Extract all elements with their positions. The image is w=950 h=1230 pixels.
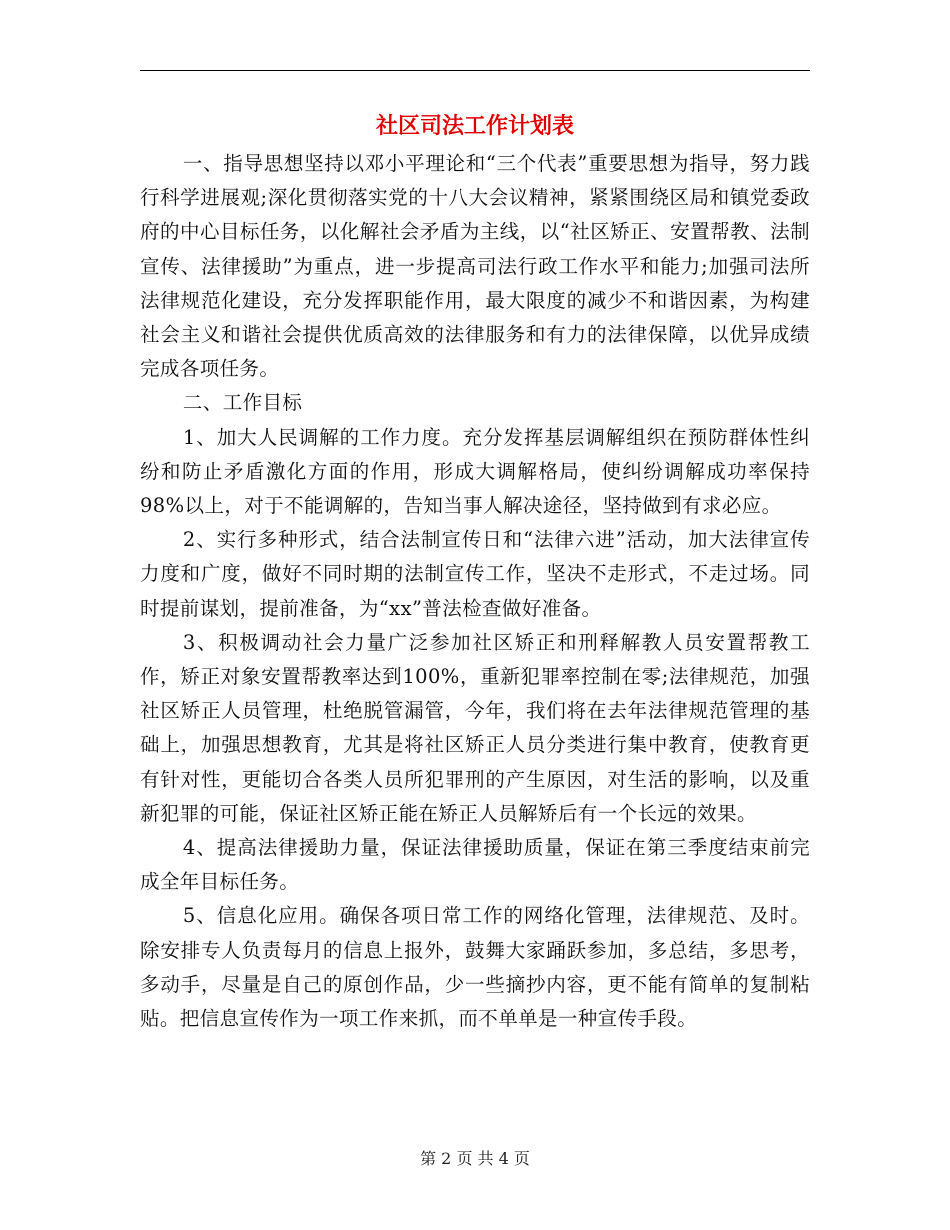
header-rule — [140, 70, 810, 71]
page-number-footer: 第 2 页 共 4 页 — [420, 1149, 530, 1168]
paragraph-goal-3: 3、积极调动社会力量广泛参加社区矫正和刑释解教人员安置帮教工作，矫正对象安置帮教率达到100%，重新犯罪率控制在零;法律规范，加强社区矫正人员管理，杜绝脱管漏管，今年，我们将在去年法律规范管理的基础上，加强思想教育，尤其是将社区矫正人员分类进行集中教育，使教育更有针对性，更能切合各类人员所犯罪刑的产生原因，对生活的影响，以及重新犯罪的可能，保证社区矫正能在矫正人员解矫后有一个长远的效果。 — [140, 630, 810, 825]
paragraph-goal-2: 2、实行多种形式，结合法制宣传日和“法律六进”活动，加大法律宣传力度和广度，做好不同时期的法制宣传工作，坚决不走形式，不走过场。同时提前谋划，提前准备，为“xx”普法检查做好准备。 — [140, 528, 810, 620]
paragraph-goal-1: 1、加大人民调解的工作力度。充分发挥基层调解组织在预防群体性纠纷和防止矛盾激化方面的作用，形成大调解格局，使纠纷调解成功率保持98%以上，对于不能调解的，告知当事人解决途径，坚持做到有求必应。 — [140, 425, 810, 518]
document-title: 社区司法工作计划表 — [375, 113, 574, 139]
paragraph-guiding-ideology: 一、指导思想坚持以邓小平理论和“三个代表”重要思想为指导，努力践行科学进展观;深化贯彻落实党的十八大会议精神，紧紧围绕区局和镇党委政府的中心目标任务，以化解社会矛盾为主线，以“社区矫正、安置帮教、法制宣传、法律援助”为重点，进一步提高司法行政工作水平和能力;加强司法所法律规范化建设，充分发挥职能作用，最大限度的减少不和谐因素，为构建社会主义和谐社会提供优质高效的法律服务和有力的法律保障，以优异成绩完成各项任务。 — [140, 152, 810, 381]
document-body — [140, 147, 810, 1036]
section-heading-work-goals: 二、工作目标 — [182, 391, 303, 415]
paragraph-goal-4: 4、提高法律援助力量，保证法律援助质量，保证在第三季度结束前完成全年目标任务。 — [140, 836, 810, 894]
paragraph-goal-5: 5、信息化应用。确保各项日常工作的网络化管理，法律规范、及时。除安排专人负责每月的信息上报外，鼓舞大家踊跃参加，多总结，多思考，多动手，尽量是自己的原创作品，少一些摘抄内容，更不能有简单的复制粘贴。把信息宣传作为一项工作来抓，而不单单是一种宣传手段。 — [140, 904, 810, 1031]
